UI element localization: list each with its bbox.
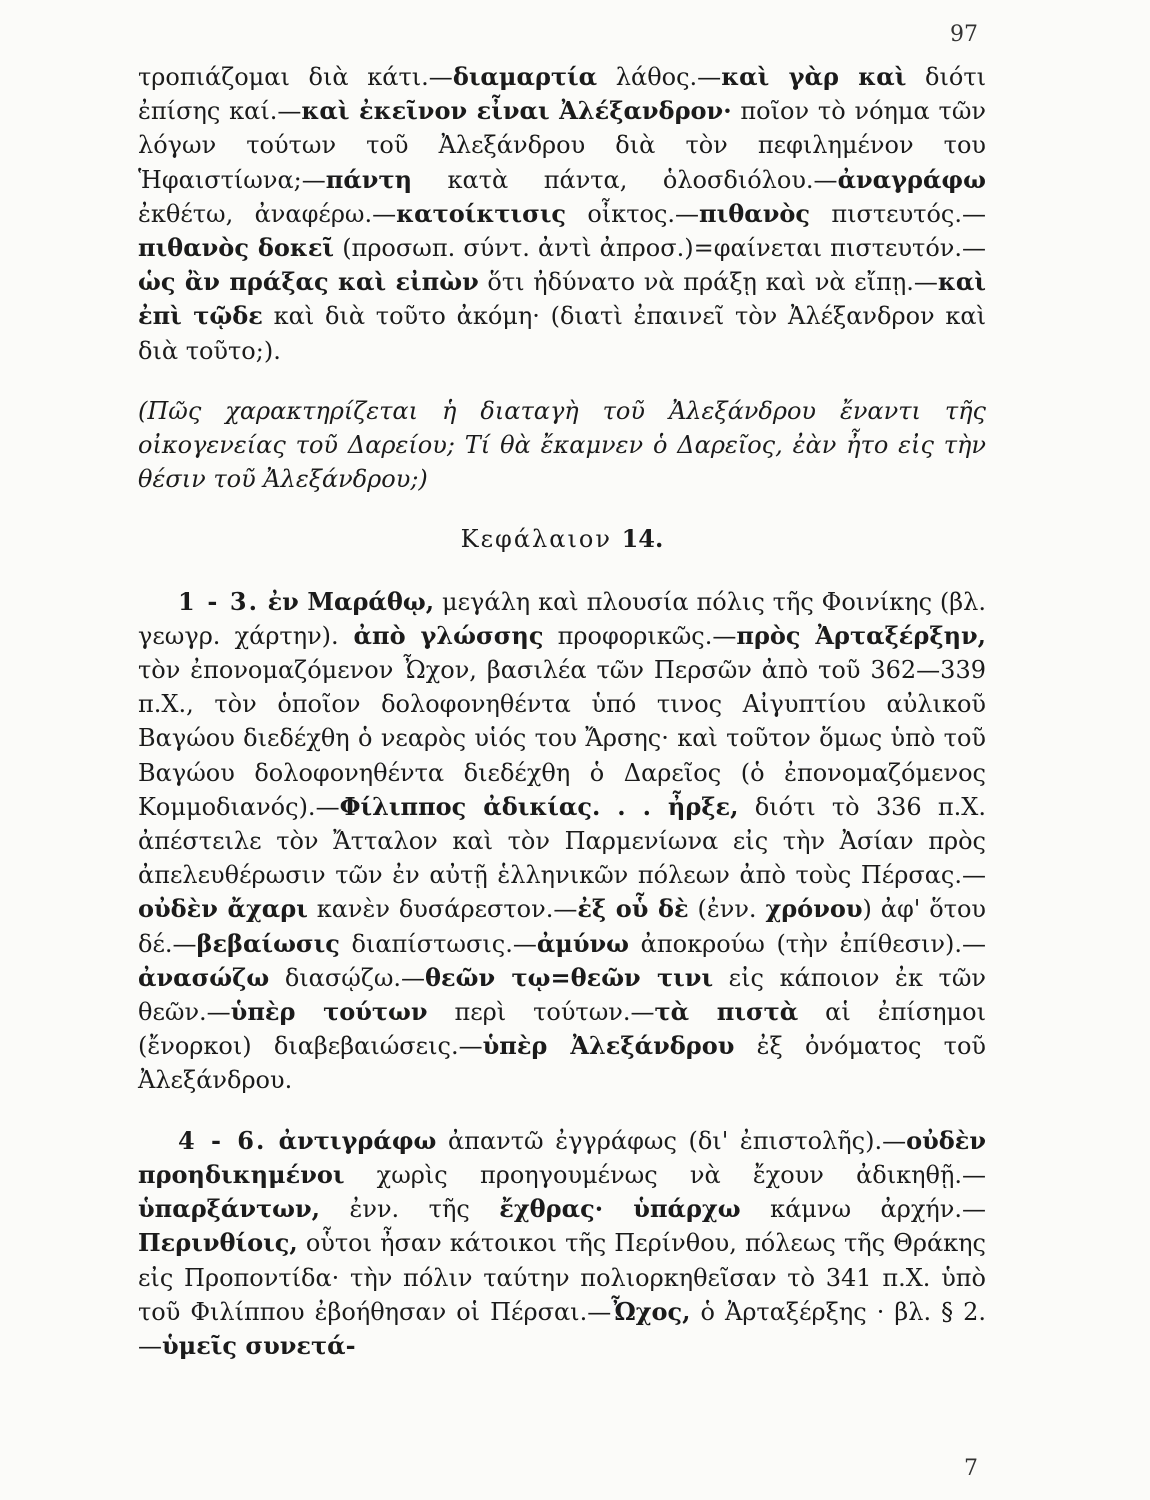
gloss-term: πάντη [325,164,413,194]
gloss-text: οὗτοι ἦσαν κάτοικοι τῆς Περίνθου, πόλεως τῆς Θράκης εἰς Προποντίδα· τὴν πόλιν ταύτην πολιορκηθεῖσαν τὸ 341 π.Χ. ὑπὸ τοῦ Φιλίππου ἐβοήθησαν οἱ Πέρσαι.— [138,1229,986,1326]
page-number: 97 [950,22,978,47]
gloss-term: πιθανὸς δοκεῖ [138,233,335,263]
gloss-text: κάμνω ἀρχήν.— [740,1195,986,1224]
gloss-text: ἐνν. τῆς [320,1195,500,1224]
gloss-term: ἀπὸ γλώσσης [338,620,544,650]
gloss-term: οὐδὲν ἄχαρι [138,894,308,924]
gloss-text: διότι τὸ 336 π.Χ. ἀπέστειλε τὸν Ἄτταλον καὶ τὸν Παρμενίωνα εἰς τὴν Ἀσίαν πρὸς ἀπελευθέρωσιν τῶν ἐν αὐτῇ ἑλληνικῶν πόλεων ἀπὸ τοὺς Πέρσας.— [138,792,986,890]
gloss-text: λάθος.— [597,63,722,91]
gloss-text: ἐξ ὀνόματος τοῦ Ἀλεξάνδρου. [138,1032,987,1095]
gloss-term: βεβαίωσις [196,928,340,958]
section-label: 4 - 6. [178,1125,267,1155]
gloss-term: τὰ πιστὰ [654,997,799,1027]
gloss-text: ἐκθέτω, ἀναφέρω.— [138,199,397,228]
gloss-text: χωρὶς προηγουμένως νὰ ἔχουν ἀδικηθῇ.— [344,1160,986,1189]
chapter-word: Κεφάλαιον [460,525,612,554]
gloss-term: ἐν Μαράθῳ, [258,586,435,616]
gloss-term: ἐξ οὗ δὲ [577,894,689,924]
gloss-term: διαμαρτία [452,62,598,91]
gloss-term: Ὦχος, [611,1296,691,1326]
gloss-text: (ἐνν. [688,895,766,924]
gloss-term: καὶ γὰρ καὶ [721,62,907,91]
gloss-term: ἀμύνω [536,928,630,958]
gloss-term: ἀνασώζω [138,962,270,992]
gloss-term: ἀντιγράφω [266,1125,437,1155]
gloss-text: κανὲν δυσάρεστον.— [307,895,578,924]
gloss-text: ποῖον τὸ νόημα τῶν λόγων τούτων τοῦ Ἀλεξάνδρου διὰ τὸν πεφιλημένον του Ἡφαιστίωνα;— [138,97,986,194]
glossary-paragraph-2 [138,585,986,1098]
gloss-text: διασῴζω.— [269,963,426,992]
gloss-text: διαπίστωσις.— [339,929,537,958]
gloss-text: (προσωπ. σύντ. ἀντὶ ἀπροσ.)=φαίνεται πιστευτόν.— [334,234,986,263]
signature-mark: 7 [964,1456,978,1481]
gloss-text: ὁ Ἀρταξέρξης · βλ. § 2.— [138,1297,986,1360]
gloss-term: καὶ ἐκεῖνον εἶναι Ἀλέξανδρον· [301,96,732,126]
page-body [138,60,986,1363]
gloss-term: ὑπαρξάντων, [138,1194,320,1224]
gloss-text: μεγάλη καὶ πλουσία πόλις τῆς Φοινίκης (βλ. γεωγρ. χάρτην). [138,587,986,650]
gloss-term: Περινθίοις, [138,1228,298,1258]
gloss-text: ) ἀφ' ὅτου δέ.— [138,895,987,958]
gloss-text: τροπιάζομαι διὰ κάτι.— [138,63,453,91]
gloss-term: ὑπὲρ Ἀλεξάνδρου [482,1031,735,1061]
gloss-text: κατὰ πάντα, ὁλοσδιόλου.— [412,165,838,194]
gloss-term: οὐδὲν προηδικημένοι [138,1125,986,1189]
glossary-paragraph-3 [138,1124,986,1363]
gloss-term: χρόνου [765,894,863,924]
gloss-term: ὑμεῖς συνετά- [162,1330,356,1360]
gloss-text: τὸν ἐπονομαζόμενον Ὦχον, βασιλέα τῶν Περσῶν ἀπὸ τοῦ 362—339 π.Χ., τὸν ὁποῖον δολοφονηθέντα ὑπό τινος Αἰγυπτίου αὐλικοῦ Βαγώου διεδέχθη ὁ νεαρὸς υἱός του Ἄρσης· καὶ τοῦτον ὅμως ὑπὸ τοῦ Βαγώου δολοφονηθέντα διεδέχθη ὁ Δαρεῖος (ὁ ἐπονομαζόμενος Κομμοδιανός).— [138,656,986,821]
gloss-term: θεῶν τῳ=θεῶν τινι [425,962,714,992]
gloss-text: διότι ἐπίσης καί.— [138,63,987,126]
gloss-term: ἀναγράφω [837,164,986,194]
gloss-term: κατοίκτισις [396,198,567,228]
gloss-text: οἶκτος.— [566,199,700,228]
gloss-text: ἀπαντῶ ἐγγράφως (δι' ἐπιστολῆς).— [436,1126,907,1155]
section-label: 1 - 3. [178,586,259,616]
gloss-term: ὑπὲρ τούτων [230,997,428,1027]
question-paragraph: (Πῶς χαρακτηρίζεται ἡ διαταγὴ τοῦ Ἀλεξάνδρου ἔναντι τῆς οἰκογενείας τοῦ Δαρείου; Τί θὰ ἔκαμνεν ὁ Δαρεῖος, ἐὰν ἦτο εἰς τὴν θέσιν τοῦ Ἀλεξάνδρου;) [138,396,986,494]
chapter-number: 14. [621,524,664,554]
gloss-term: πρὸς Ἀρταξέρξην, [736,620,987,650]
glossary-paragraph-1 [138,60,986,368]
paragraph-gap [138,368,986,394]
gloss-text: περὶ τούτων.— [427,998,655,1027]
gloss-text: εἰς κάποιον ἐκ τῶν θεῶν.— [138,963,986,1027]
gloss-term: ἔχθρας· ὑπάρχω [499,1194,741,1224]
gloss-term: πιθανὸς [699,198,810,228]
gloss-text: αἱ ἐπίσημοι (ἔνορκοι) διαβεβαιώσεις.— [138,998,986,1061]
gloss-term: καὶ ἐπὶ τῷδε [138,267,986,331]
gloss-text: ἀποκρούω (τὴν ἐπίθεσιν).— [629,929,986,958]
gloss-text: καὶ διὰ τοῦτο ἀκόμη· (διατὶ ἐπαινεῖ τὸν Ἀλέξανδρον καὶ διὰ τοῦτο;). [138,302,986,365]
gloss-text: πιστευτός.— [809,199,986,228]
gloss-text: ὅτι ἠδύνατο νὰ πράξῃ καὶ νὰ εἴπῃ.— [478,268,938,297]
paragraph-gap [138,1098,986,1124]
chapter-heading [138,522,986,556]
gloss-term: Φίλιππος ἀδικίας. . . ἦρξε, [339,791,739,821]
gloss-text: προφορικῶς.— [543,621,737,650]
gloss-term: ὡς ἂν πράξας καὶ εἰπὼν [138,267,479,297]
